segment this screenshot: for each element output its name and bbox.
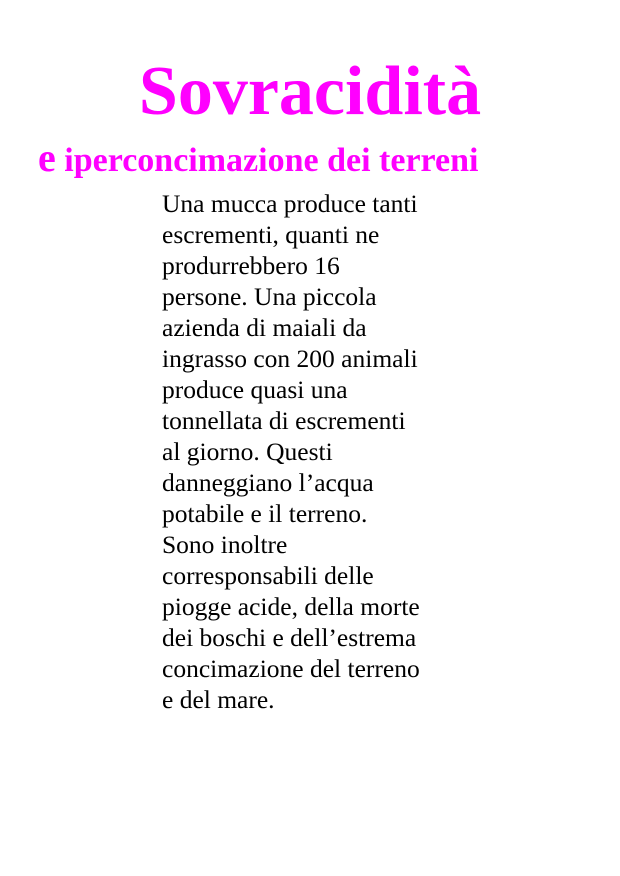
body-line: ingrasso con 200 animali: [162, 344, 418, 373]
body-line: Sono inoltre: [162, 530, 288, 559]
body-line: Una mucca produce tanti: [162, 189, 418, 218]
body-line: azienda di maiali da: [162, 313, 367, 342]
body-line: concimazione del terreno: [162, 654, 420, 683]
body-line: tonnellata di escrementi: [162, 406, 406, 435]
body-line: persone. Una piccola: [162, 282, 377, 311]
body-line: corresponsabili delle: [162, 561, 374, 590]
body-paragraph: [162, 188, 452, 715]
page-subtitle: [38, 135, 478, 184]
body-line: al giorno. Questi: [162, 437, 333, 466]
body-line: produrrebbero 16: [162, 251, 340, 280]
body-line: escrementi, quanti ne: [162, 220, 380, 249]
page-title: Sovracidità: [138, 53, 482, 130]
body-line: e del mare.: [162, 685, 275, 714]
body-line: dei boschi e dell’estrema: [162, 623, 417, 652]
body-line: potabile e il terreno.: [162, 499, 368, 528]
body-line: produce quasi una: [162, 375, 348, 404]
body-line: piogge acide, della morte: [162, 592, 420, 621]
subtitle-first-word: e: [38, 135, 56, 180]
body-line: danneggiano l’acqua: [162, 468, 374, 497]
subtitle-rest: iperconcimazione dei terreni: [55, 142, 479, 179]
